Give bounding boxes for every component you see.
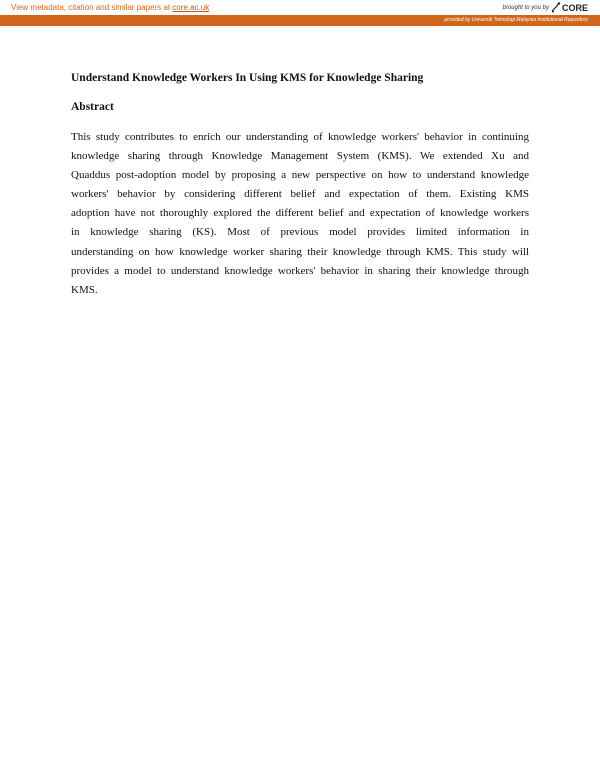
brought-to-you-by[interactable]: [503, 2, 588, 13]
abstract-body: [71, 128, 529, 300]
abstract-line: understanding on how knowledge worker sharing their knowledge through KMS. This study will: [71, 245, 529, 258]
abstract-line: Quaddus post-adoption model by proposing a new perspective on how to understand knowledge: [71, 169, 529, 182]
core-logo-icon: [551, 2, 561, 13]
metadata-link[interactable]: [11, 3, 209, 12]
metadata-text: View metadata, citation and similar papers at: [11, 3, 173, 12]
core-logo-text: CORE: [561, 2, 588, 13]
abstract-line: provides a model to understand knowledge workers' behavior in sharing their knowledge through: [71, 264, 529, 277]
abstract-line: knowledge sharing through Knowledge Management System (KMS). We extended Xu and: [71, 150, 529, 163]
abstract-line: adoption have not thoroughly explored the different belief and expectation of knowledge workers: [71, 207, 529, 220]
core-logo: [551, 2, 588, 13]
abstract-heading: Abstract: [71, 101, 114, 113]
abstract-line: This study contributes to enrich our understanding of knowledge workers' behavior in continuing: [71, 131, 529, 143]
core-banner: [0, 0, 600, 14]
abstract-line: in knowledge sharing (KS). Most of previous model provides limited information in: [71, 226, 529, 239]
brought-text: brought to you by: [502, 4, 549, 11]
paper-title: Understand Knowledge Workers In Using KMS for Knowledge Sharing: [71, 72, 424, 84]
abstract-line: KMS.: [71, 283, 98, 296]
abstract-line: workers' behavior by considering different belief and expectation of them. Existing KMS: [71, 188, 529, 201]
core-ac-uk-link[interactable]: core.ac.uk: [172, 3, 210, 12]
provided-by-text[interactable]: provided by Universiti Teknologi Malaysia Institutional Repository: [444, 17, 588, 23]
